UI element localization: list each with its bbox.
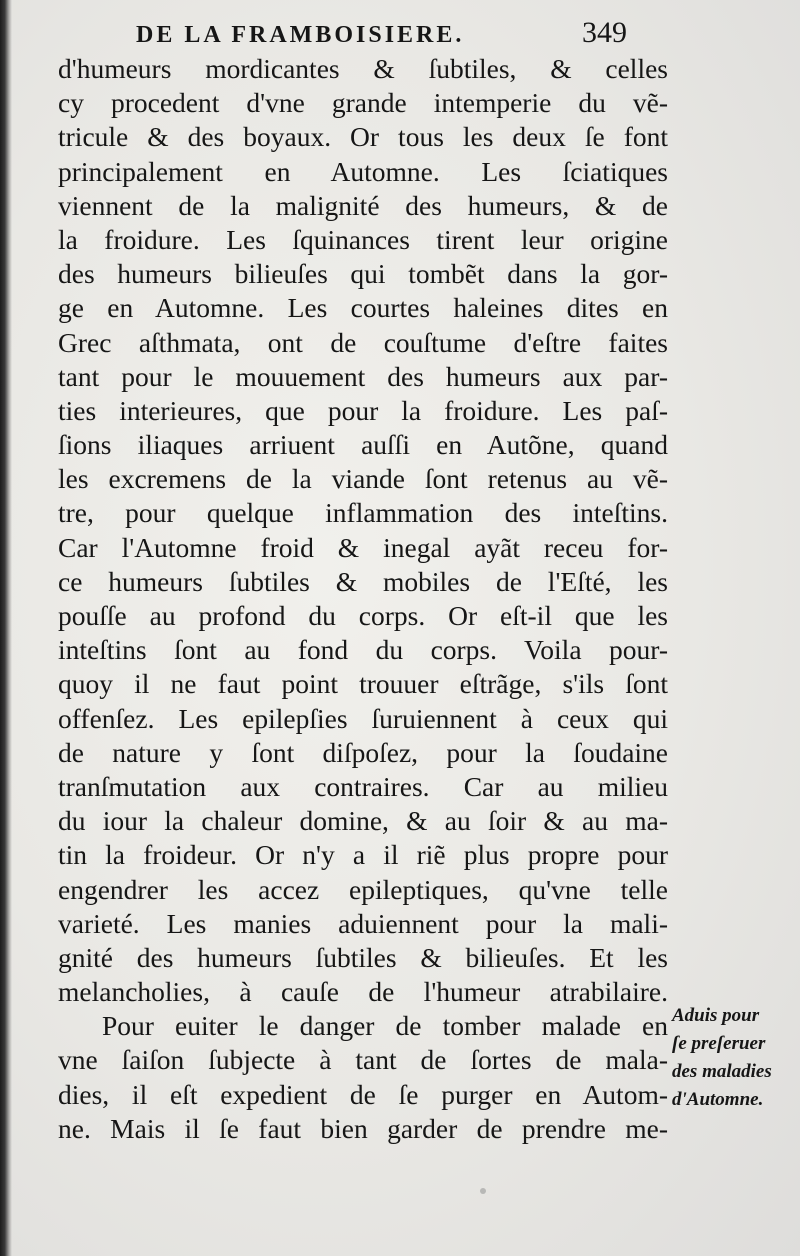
text-line: tant pour le mouuement des humeurs aux par- xyxy=(58,360,668,392)
text-line: cy procedent d'vne grande intemperie du vẽ- xyxy=(58,87,668,119)
text-line: varieté. Les manies aduiennent pour la mali- xyxy=(58,907,668,939)
text-line: inteſtins ſont au fond du corps. Voila pour- xyxy=(58,634,668,666)
text-line: les excremens de la viande ſont retenus au vẽ- xyxy=(58,463,668,495)
text-line: tre, pour quelque inflammation des inteſtins. xyxy=(58,497,668,529)
text-line: ne. Mais il ſe faut bien garder de prendre me- xyxy=(58,1112,668,1144)
text-line: quoy il ne faut point trouuer eſtrãge, s'ils ſont xyxy=(58,668,668,700)
text-line: tricule & des boyaux. Or tous les deux ſe font xyxy=(58,121,668,153)
text-line: tin la froideur. Or n'y a il riẽ plus propre pour xyxy=(58,839,668,871)
text-line: ſions iliaques arriuent auſſi en Autõne, quand xyxy=(58,429,668,461)
margin-note-line: Aduis pour xyxy=(672,1005,760,1026)
text-line: du iour la chaleur domine, & au ſoir & au ma- xyxy=(58,805,668,837)
text-line: Car l'Automne froid & inegal ayãt receu for- xyxy=(58,531,668,563)
text-line: melancholies, à cauſe de l'humeur atrabilaire. xyxy=(58,976,668,1008)
text-line: ce humeurs ſubtiles & mobiles de l'Eſté, les xyxy=(58,565,668,597)
text-line: Grec aſthmata, ont de couſtume d'eſtre faites xyxy=(58,326,668,358)
text-line: pouſſe au profond du corps. Or eſt-il que les xyxy=(58,600,668,631)
text-line: des humeurs bilieuſes qui tombẽt dans la gor- xyxy=(58,258,668,290)
margin-note-line: des maladies xyxy=(672,1061,772,1082)
text-line: dies, il eſt expedient de ſe purger en Autom- xyxy=(58,1078,668,1110)
paragraph-first-line: Pour euiter le danger de tomber malade en xyxy=(102,1010,668,1042)
text-line: de nature y ſont diſpoſez, pour la ſoudaine xyxy=(58,736,668,768)
margin-note-line: ſe preſeruer xyxy=(672,1033,766,1054)
text-line: ties interieures, que pour la froidure. Les paſ- xyxy=(58,394,668,426)
text-line: vne ſaiſon ſubjecte à tant de ſortes de mala- xyxy=(58,1044,668,1076)
text-line: ge en Automne. Les courtes haleines dites en xyxy=(58,292,668,324)
text-line: offenſez. Les epilepſies ſuruiennent à ceux qui xyxy=(58,702,668,734)
page-number: 349 xyxy=(582,16,627,49)
body-text xyxy=(58,52,668,1146)
text-line: gnité des humeurs ſubtiles & bilieuſes. Et les xyxy=(58,941,668,973)
ink-smudge xyxy=(480,1188,486,1194)
margin-note xyxy=(672,1002,796,1114)
margin-note-line: d'Automne. xyxy=(672,1089,764,1110)
text-line: engendrer les accez epileptiques, qu'vne telle xyxy=(58,873,668,905)
running-title: DE LA FRAMBOISIERE. xyxy=(136,22,465,48)
text-line: d'humeurs mordicantes & ſubtiles, & celles xyxy=(58,53,668,84)
text-line: la froidure. Les ſquinances tirent leur origine xyxy=(58,223,668,255)
text-line: tranſmutation aux contraires. Car au milieu xyxy=(58,770,668,802)
text-line: viennent de la malignité des humeurs, & de xyxy=(58,189,668,221)
binding-shadow xyxy=(0,0,12,1256)
text-line: principalement en Automne. Les ſciatiques xyxy=(58,155,668,187)
